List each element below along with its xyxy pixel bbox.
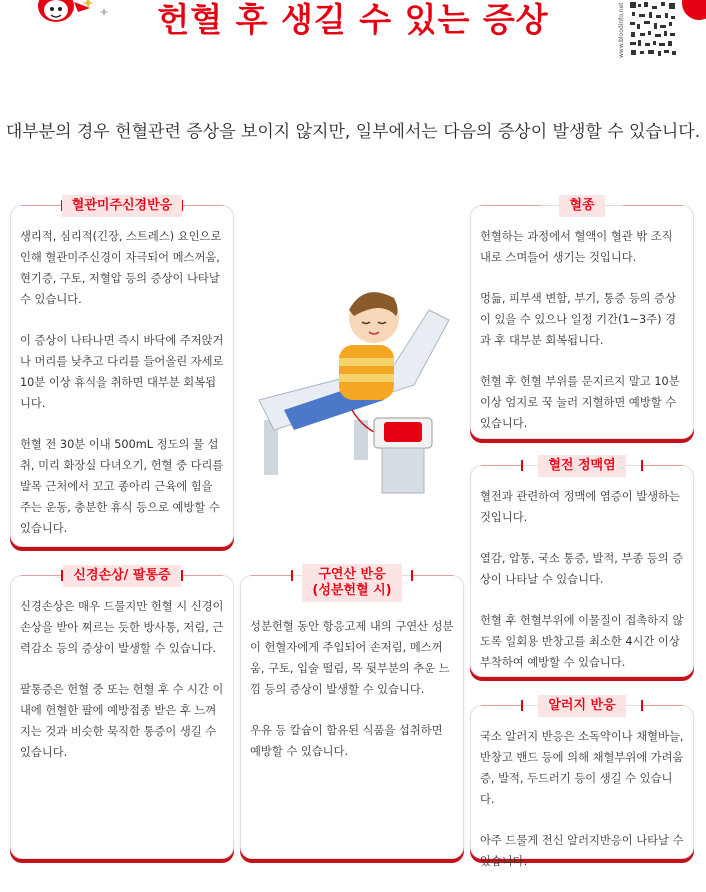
card-paragraph: 열감, 압통, 국소 통증, 발적, 부종 등의 증상이 나타날 수 있습니다. xyxy=(480,552,684,586)
card-paragraph: 헌혈하는 과정에서 혈액이 혈관 밖 조직 내로 스며들어 생기는 것입니다. xyxy=(480,230,673,264)
card-paragraph: 헌혈 후 헌혈부위에 이물질이 접촉하지 않도록 일회용 반창고를 최소한 4시간 이상 부착하여 예방할 수 있습니다. xyxy=(480,614,684,669)
card-title: 신경손상/ 팔통증 xyxy=(63,565,180,587)
card-title xyxy=(302,564,401,602)
page-title: 헌혈 후 생길 수 있는 증상 xyxy=(157,0,549,39)
card-allergy xyxy=(470,698,694,868)
card-nerve xyxy=(10,568,234,859)
card-paragraph: 헌혈 전 30분 이내 500mL 정도의 물 섭취, 미리 화장실 다녀오기, 헌혈 중 다리를 발목 근처에서 꼬고 종아리 근육에 힘을 주는 운동, 충분한 휴식 등으로 예방할 수 있습니다. xyxy=(20,438,224,535)
card-title: 알러지 반응 xyxy=(538,695,625,717)
card-paragraph: 혈전과 관련하여 정맥에 염증이 발생하는 것입니다. xyxy=(480,490,680,524)
card-header xyxy=(11,194,233,218)
card-hematoma xyxy=(470,198,694,439)
card-paragraph: 생리적, 심리적(긴장, 스트레스) 요인으로 인해 혈관미주신경이 자극되어 메스꺼움, 현기증, 구토, 저혈압 등의 증상이 나타날 수 있습니다. xyxy=(20,230,222,306)
card-paragraph: 성분헌혈 동안 항응고제 내의 구연산 성분이 헌혈자에게 주입되어 손저림, 메스꺼움, 구토, 입술 떨림, 목 뒷부분의 추운 느낌 등의 증상이 발생할 수 있습니다. xyxy=(250,620,454,696)
card-paragraph: 국소 알러지 반응은 소독약이나 채혈바늘, 반창고 밴드 등에 의해 채혈부위에 가려움증, 발적, 두드러기 등이 생길 수 있습니다. xyxy=(480,730,684,806)
card-paragraph: 이 증상이 나타나면 즉시 바닥에 주저앉거나 머리를 낮추고 다리를 들어올린 자세로 10분 이상 휴식을 취하면 대부분 회복됩니다. xyxy=(20,334,224,410)
card-paragraph: 멍듦, 피부색 변함, 부기, 통증 등의 증상이 있을 수 있으나 일정 기간(1~3주) 경과 후 대부분 회복됩니다. xyxy=(480,292,677,347)
card-header xyxy=(11,564,233,588)
card-header xyxy=(471,694,693,718)
intro-text: 대부분의 경우 헌혈관련 증상을 보이지 않지만, 일부에서는 다음의 증상이 발생할 수 있습니다. xyxy=(5,122,701,142)
card-vasovagal xyxy=(10,198,234,547)
qr-code-icon[interactable] xyxy=(628,0,678,58)
card-paragraph: 아주 드물게 전신 알러지반응이 나타날 수 있습니다. xyxy=(480,834,684,868)
card-paragraph: 신경손상은 매우 드물지만 헌혈 시 신경이 손상을 받아 찌르는 듯한 방사통, 저림, 근력감소 등의 증상이 발생할 수 있습니다. xyxy=(20,600,224,655)
card-title-line: 구연산 반응 xyxy=(318,567,386,582)
card-header xyxy=(241,564,463,602)
card-citrate xyxy=(240,567,464,859)
card-phlebitis xyxy=(470,458,694,677)
card-title: 혈전 정맥염 xyxy=(538,455,625,477)
donor-illustration xyxy=(254,270,454,495)
site-url: www.bloodinfo.net xyxy=(618,2,625,58)
card-title: 혈관미주신경반응 xyxy=(62,195,182,217)
card-paragraph: 우유 등 칼슘이 함유된 식품을 섭취하면 예방할 수 있습니다. xyxy=(250,724,443,758)
card-header xyxy=(471,194,693,218)
card-paragraph: 팔통증은 헌혈 중 또는 헌혈 후 수 시간 이내에 헌혈한 팔에 예방접종 받은 후 느껴지는 것과 비슷한 묵직한 통증이 생길 수 있습니다. xyxy=(20,683,224,759)
card-paragraph: 헌혈 후 헌혈 부위를 문지르지 말고 10분 이상 엄지로 꾹 눌러 지혈하면 예방할 수 있습니다. xyxy=(480,375,680,430)
card-title: 혈종 xyxy=(559,195,604,217)
card-title-line: (성분헌혈 시) xyxy=(312,583,392,598)
card-header xyxy=(471,454,693,478)
